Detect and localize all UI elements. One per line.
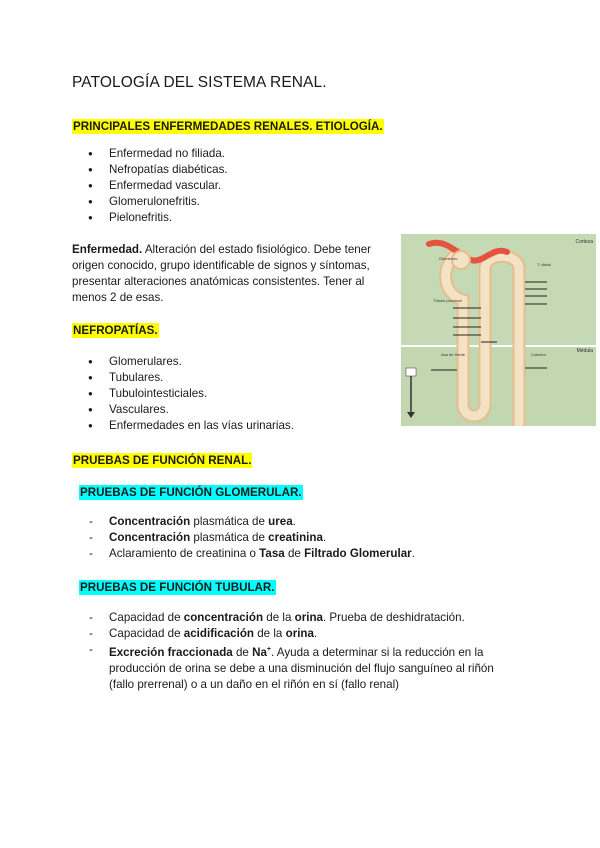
page-title: PATOLOGÍA DEL SISTEMA RENAL.: [72, 74, 327, 91]
definition-term: Enfermedad.: [72, 243, 143, 256]
superscript: +: [266, 646, 271, 653]
list-item: [89, 530, 509, 546]
bold-term: concentración: [183, 611, 264, 624]
list-item: ● Vasculares.: [88, 402, 294, 418]
label-asa: Asa de Henle: [441, 352, 466, 357]
list-item: [89, 610, 509, 626]
section-heading-pruebas-text: PRUEBAS DE FUNCIÓN RENAL.: [73, 454, 252, 467]
list-item: ● Glomerulares.: [88, 354, 294, 370]
text-run: Capacidad de: [109, 611, 184, 624]
text-run: de: [284, 547, 305, 560]
definition-paragraph: [72, 242, 392, 306]
list-item: ● Enfermedad vascular.: [88, 178, 228, 194]
bold-term: orina: [294, 611, 323, 624]
section-heading-etiologia: [72, 117, 384, 135]
text-run: plasmática de: [190, 515, 269, 528]
bold-term: Filtrado Glomerular: [304, 547, 412, 560]
bold-term: acidificación: [183, 627, 255, 640]
text-run: . Ayuda a determinar si la reducción en la producción de orina se debe a una disminución del flujo sanguíneo al riñón (fallo prerrenal) o a un daño en el riñón en sí (fallo renal): [109, 645, 494, 691]
section-heading-nefropatias: [72, 321, 159, 339]
tubular-list: [89, 610, 509, 693]
text-run: . Prueba de deshidratación.: [322, 611, 465, 624]
list-item: ● Nefropatías diabéticas.: [88, 162, 228, 178]
section-heading-pruebas: [72, 451, 252, 469]
label-colector: Colector: [531, 352, 546, 357]
glomerular-list: [89, 514, 509, 562]
bold-term: Tasa: [259, 547, 285, 560]
list-item: [89, 642, 509, 693]
label-glomerulo: Glomérulo: [439, 256, 458, 261]
nefropatias-list: [88, 354, 294, 434]
text-run: de: [232, 645, 253, 659]
text-run: .: [411, 547, 415, 560]
text-run: .: [313, 627, 318, 640]
text-run: plasmática de: [190, 531, 269, 544]
subheading-tubular: [79, 578, 276, 596]
list-item: ● Tubulointesticiales.: [88, 386, 294, 402]
list-item: ● Glomerulonefritis.: [88, 194, 228, 210]
section-heading-nefropatias-text: NEFROPATÍAS.: [73, 324, 158, 337]
list-item: [89, 546, 509, 562]
etiologia-list: [88, 146, 228, 226]
label-medula: Médula: [576, 348, 593, 354]
text-run: Aclaramiento de creatinina o: [109, 547, 260, 560]
list-item: ● Tubulares.: [88, 370, 294, 386]
list-item: ● Enfermedad no filiada.: [88, 146, 228, 162]
bold-term: orina: [285, 627, 314, 640]
subheading-tubular-text: PRUEBAS DE FUNCIÓN TUBULAR.: [80, 581, 275, 594]
sodium-symbol: Na: [252, 645, 267, 659]
label-corteza: Corteza: [575, 239, 593, 245]
text-run: .: [292, 515, 296, 528]
medulla-region: [401, 346, 596, 426]
section-heading-etiologia-text: PRINCIPALES ENFERMEDADES RENALES. ETIOLOGÍA.: [73, 120, 383, 133]
bold-term: Concentración: [109, 515, 191, 528]
label-tubulo-distal: T. distal: [537, 262, 551, 267]
list-item: [89, 626, 509, 642]
text-run: Capacidad de: [109, 627, 184, 640]
text-run: de la: [263, 611, 295, 624]
text-run: .: [322, 531, 327, 544]
list-item: [89, 514, 509, 530]
bold-term: Excreción fraccionada: [109, 645, 233, 659]
nephron-diagram: [401, 234, 596, 426]
label-tubulo-proximal: Túbulo proximal: [433, 298, 462, 303]
bold-term: creatinina: [268, 531, 323, 544]
subheading-glomerular: [79, 483, 303, 501]
list-item: ● Pielonefritis.: [88, 210, 228, 226]
definition-text: Alteración del estado fisiológico. Debe tener origen conocido, grupo identificable de signos y síntomas, presentar alteraciones anatómicas consistentes. Tener al menos 2 de esas.: [72, 243, 372, 304]
nephron-figure: [401, 234, 596, 426]
subheading-glomerular-text: PRUEBAS DE FUNCIÓN GLOMERULAR.: [80, 486, 302, 499]
list-item: ● Enfermedades en las vías urinarias.: [88, 418, 294, 434]
text-run: de la: [254, 627, 286, 640]
bold-term: urea: [268, 515, 293, 528]
gradient-label-box: [406, 368, 416, 376]
bold-term: Concentración: [109, 531, 191, 544]
bold-term: [252, 646, 271, 659]
